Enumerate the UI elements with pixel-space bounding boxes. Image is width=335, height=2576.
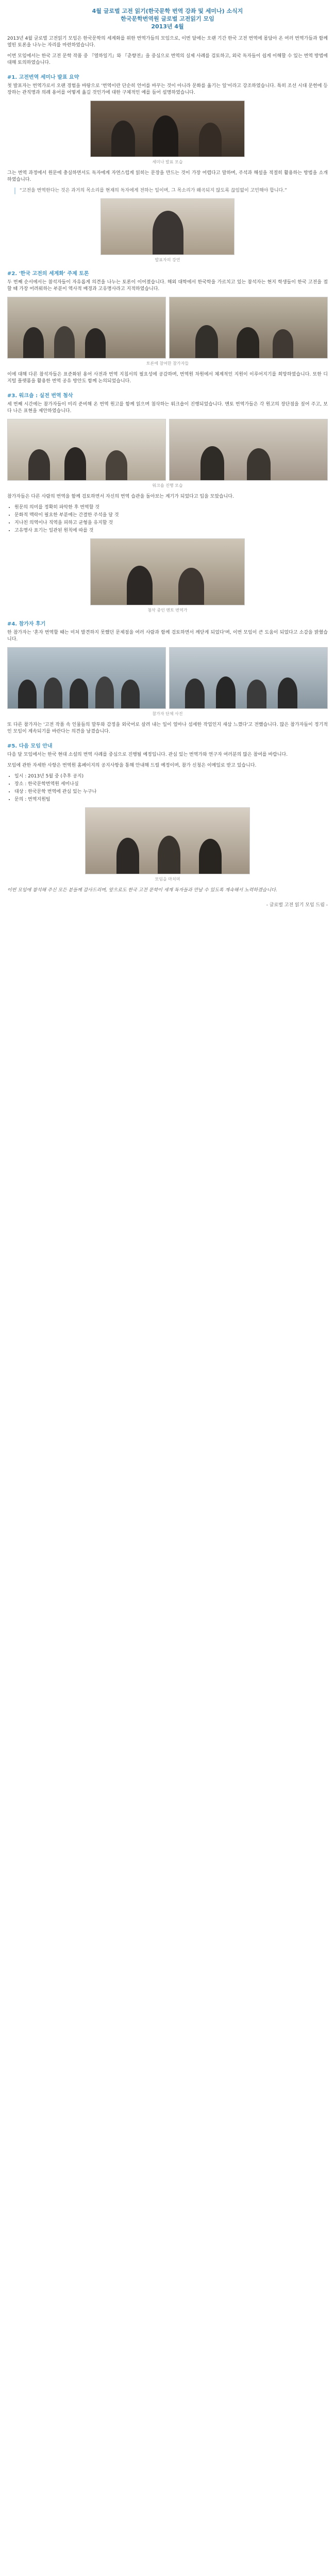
photo-caption: 참가자 단체 사진 xyxy=(152,711,183,716)
photo-caption: 발표자의 강연 xyxy=(155,258,180,262)
group-photo xyxy=(7,647,166,709)
photo-caption: 토론에 참여한 참가자들 xyxy=(146,361,189,366)
list-item: • 문의 : 번역지원팀 xyxy=(14,796,328,803)
section-paragraph: 모임에 관한 자세한 사항은 번역원 홈페이지의 공지사항을 통해 안내해 드릴 예정이며, 참가 신청은 이메일로 받고 있습니다. xyxy=(7,763,257,768)
section-paragraph: 참가자들은 다른 사람의 번역을 함께 검토하면서 자신의 번역 습관을 돌아보는 계기가 되었다고 입을 모았습니다. xyxy=(7,494,234,499)
group-photo xyxy=(169,647,328,709)
title-line-3: 2013년 4월 xyxy=(151,23,184,30)
list-item: • 장소 : 한국문학번역원 세미나실 xyxy=(14,781,328,788)
seminar-photo xyxy=(90,100,245,157)
section-quote: “고전을 번역한다는 것은 과거의 목소리를 현재의 독자에게 전하는 일이며, 그 목소리가 왜곡되지 않도록 끊임없이 고민해야 합니다.” xyxy=(14,188,328,194)
section-heading: #1. 고전번역 세미나 발표 요약 xyxy=(7,75,79,80)
photo-row xyxy=(7,807,328,874)
section-paragraph: 세 번째 시간에는 참가자들이 미리 준비해 온 번역 원고를 함께 읽으며 첨삭하는 워크숍이 진행되었습니다. 멘토 번역가들은 각 원고의 장단점을 짚어 주고, 보다 나은 표현을 제안하였습니다. xyxy=(7,402,328,414)
intro-paragraph: 2013년 4월 글로벌 고전읽기 모임은 한국문학의 세계화를 위한 번역가들의 모임으로, 이번 달에는 오랜 기간 한국 고전 번역에 몸담아 온 여러 번역가들과 함께 열띤 토론을 나누는 자리를 마련하였습니다. xyxy=(7,36,328,48)
signature: - 글로벌 고전 읽기 모임 드림 - xyxy=(266,903,328,908)
workshop-photo xyxy=(169,419,328,481)
section-paragraph: 두 번째 순서에서는 참석자들이 자유롭게 의견을 나누는 토론이 이어졌습니다. 해외 대학에서 한국학을 가르치고 있는 참석자는 현지 학생들이 한국 고전을 접할 때 가장 어려워하는 부분이 역사적 배경과 고유명사라고 지적하였습니다. xyxy=(7,280,328,292)
section-paragraph: 이에 대해 다른 참석자들은 표준화된 용어 사전과 번역 지침서의 필요성에 공감하며, 번역원 차원에서 체계적인 지원이 이루어지기를 희망하였습니다. 또한 디지털 플랫폼을 활용한 번역 공유 방안도 함께 논의되었습니다. xyxy=(7,372,328,384)
section-paragraph: 또 다른 참가자는 '고전 작품 속 인물들의 말투와 감정을 외국어로 살려 내는 일이 얼마나 섬세한 작업인지 새삼 느꼈다'고 전했습니다. 많은 참가자들이 정기적인 모임이 계속되기를 바란다는 의견을 남겼습니다. xyxy=(7,722,328,734)
photo-caption: 워크숍 진행 모습 xyxy=(152,483,183,488)
section-heading: #2. '한국 고전의 세계화' 주제 토론 xyxy=(7,271,89,277)
info-list xyxy=(7,773,328,803)
list-item: • 일시 : 2013년 5월 중 (추후 공지) xyxy=(14,773,328,780)
workshop-photo xyxy=(7,419,166,481)
newsletter-page xyxy=(0,0,335,918)
closing-photo xyxy=(85,807,250,874)
photo-row xyxy=(7,198,328,255)
list-item: • 고유명사 표기는 일관된 원칙에 따를 것 xyxy=(14,528,328,534)
photo-caption: 첨삭 중인 멘토 번역가 xyxy=(147,608,188,613)
newsletter-title xyxy=(7,7,328,30)
photo-row xyxy=(7,419,328,481)
photo-row xyxy=(7,100,328,157)
speaker-photo xyxy=(100,198,234,255)
discussion-photo xyxy=(7,297,166,359)
section-heading: #5. 다음 모임 안내 xyxy=(7,743,53,749)
section-paragraph: 첫 발표자는 번역가로서 오랜 경험을 바탕으로 '번역이란 단순히 언어를 바꾸는 것이 아니라 문화를 옮기는 일'이라고 강조하였습니다. 특히 조선 시대 문헌에 등장하는 관직명과 의례 용어를 어떻게 옮길 것인가에 대한 구체적인 예를 들어 설명하였습니다. xyxy=(7,83,328,95)
photo-caption: 모임을 마치며 xyxy=(155,877,180,882)
photo-row xyxy=(7,647,328,709)
title-line-2: 한국문학번역원 글로벌 고전읽기 모임 xyxy=(121,15,214,22)
section-heading: #4. 참가자 후기 xyxy=(7,621,46,627)
intro-paragraph-2: 이번 모임에서는 한국 고전 문학 작품 중 『열하일기』와 『춘향전』을 중심으로 번역의 실제 사례를 검토하고, 외국 독자들이 쉽게 이해할 수 있는 번역 방법에 대해 토의하였습니다. xyxy=(7,54,328,65)
section-heading: #3. 워크숍 : 실전 번역 첨삭 xyxy=(7,393,73,399)
tips-list xyxy=(7,504,328,534)
list-item: • 문화적 맥락이 필요한 부분에는 간결한 주석을 달 것 xyxy=(14,512,328,519)
list-item: • 대상 : 한국문학 번역에 관심 있는 누구나 xyxy=(14,789,328,795)
mentor-photo xyxy=(90,538,245,605)
closing-paragraph: 이번 모임에 참석해 주신 모든 분들께 감사드리며, 앞으로도 한국 고전 문학이 세계 독자들과 만날 수 있도록 계속해서 노력하겠습니다. xyxy=(7,888,277,893)
photo-row xyxy=(7,538,328,605)
photo-caption: 세미나 발표 모습 xyxy=(152,160,183,164)
title-line-1: 4월 글로벌 고전 읽기(한국문학 번역 강좌 및 세미나) 소식지 xyxy=(92,8,243,14)
section-paragraph: 다음 달 모임에서는 한국 현대 소설의 번역 사례를 중심으로 진행될 예정입니다. 관심 있는 번역가와 연구자 여러분의 많은 참여를 바랍니다. xyxy=(7,752,288,757)
list-item: • 원문의 의미를 정확히 파악한 후 번역할 것 xyxy=(14,504,328,511)
section-paragraph: 그는 번역 과정에서 원문에 충실하면서도 독자에게 자연스럽게 읽히는 문장을 만드는 것이 가장 어렵다고 말하며, 주석과 해설을 적절히 활용하는 방법을 소개하였습니다. xyxy=(7,171,328,182)
section-paragraph: 한 참가자는 '혼자 번역할 때는 미처 발견하지 못했던 문제점을 여러 사람과 함께 검토하면서 깨닫게 되었다'며, 이번 모임이 큰 도움이 되었다고 소감을 밝혔습니다. xyxy=(7,630,328,642)
photo-row xyxy=(7,297,328,359)
list-item: • 지나친 의역이나 직역을 피하고 균형을 유지할 것 xyxy=(14,520,328,527)
discussion-photo xyxy=(169,297,328,359)
